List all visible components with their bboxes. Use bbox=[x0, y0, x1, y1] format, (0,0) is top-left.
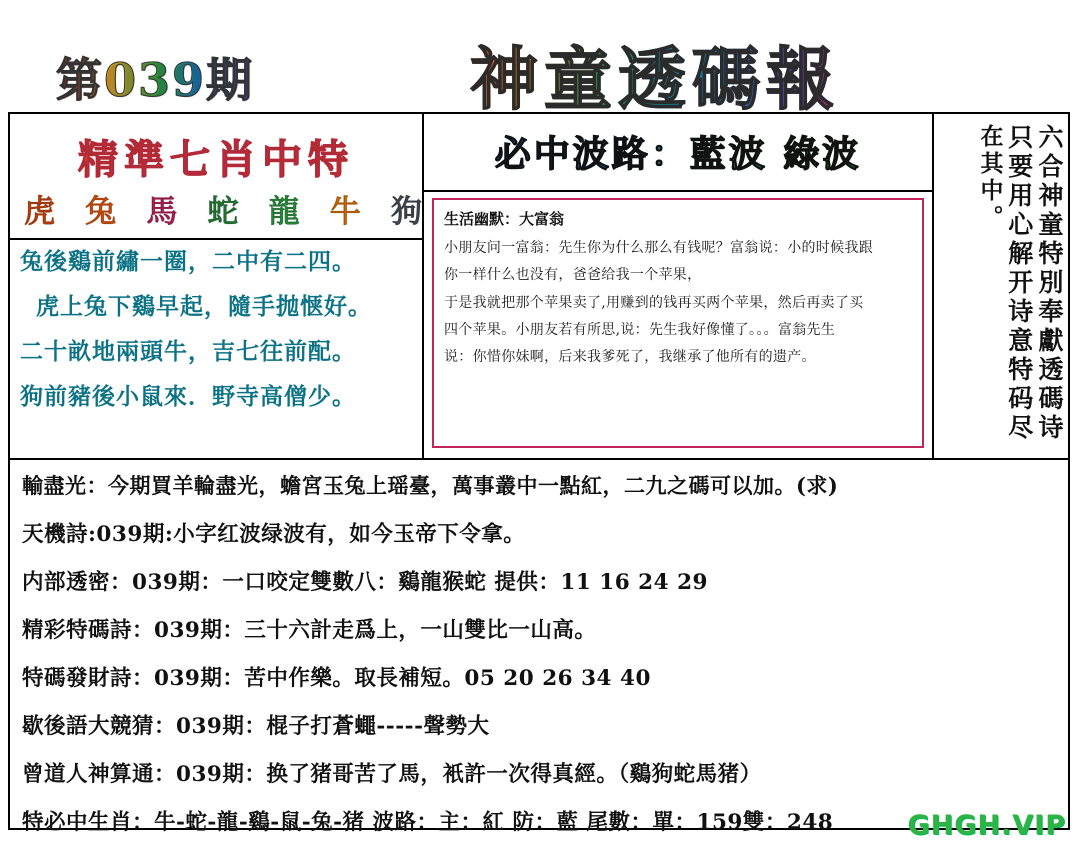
top-band bbox=[10, 114, 1068, 458]
issue-number: 第039期 bbox=[56, 44, 254, 110]
zodiac-item: 兔 bbox=[85, 194, 117, 230]
vertical-slogan-columns bbox=[934, 122, 1068, 452]
verse-line: 虎上兔下鷄早起，隨手抛惬好。 bbox=[36, 293, 372, 320]
joke-title: 生活幽默：大富翁 bbox=[444, 210, 565, 228]
content-frame bbox=[8, 112, 1070, 835]
slogan-column: 六合神童特別奉獻透碼诗 bbox=[1035, 124, 1064, 443]
zodiac-item: 龍 bbox=[268, 194, 300, 230]
verse-line: 二十畝地兩頭牛，吉七往前配。 bbox=[20, 338, 356, 365]
slogan-column: 在其中。 bbox=[976, 124, 1004, 232]
verse-lines bbox=[20, 250, 416, 430]
panel-wave-path bbox=[424, 114, 934, 458]
zodiac-row bbox=[24, 186, 422, 231]
verse-line: 狗前豬後小鼠來．野寺高僧少。 bbox=[20, 383, 356, 410]
divider bbox=[424, 190, 932, 192]
slogan-column: 只要用心解开诗意特码尽 bbox=[1004, 124, 1034, 443]
prediction-row: 特碼發財詩：039期：苦中作樂。取長補短。05 20 26 34 40 bbox=[22, 666, 651, 691]
zodiac-item: 馬 bbox=[146, 194, 178, 230]
prediction-row: 歇後語大競猜：039期：棍子打蒼蠅-----聲勢大 bbox=[22, 714, 490, 739]
panel-seven-zodiac bbox=[10, 114, 424, 458]
joke-line: 四个苹果。小朋友若有所思,说：先生我好像懂了。。。富翁先生 bbox=[444, 321, 836, 338]
joke-line: 说：你惜你妹啊，后来我爹死了，我继承了他所有的遗产。 bbox=[444, 349, 816, 366]
page-header bbox=[0, 18, 1080, 120]
verse-line: 兔後鷄前繡一圈，二中有二四。 bbox=[20, 248, 356, 275]
prediction-row: 天機詩:039期:小字红波绿波有，如今玉帝下令拿。 bbox=[22, 522, 526, 547]
panel-vertical-slogan bbox=[934, 114, 1068, 458]
zodiac-item: 牛 bbox=[329, 194, 361, 230]
prediction-row: 特必中生肖：牛-蛇-龍-鷄-鼠-兔-猪 波路：主：紅 防：藍 尾數：單：159雙：248 bbox=[22, 810, 834, 835]
joke-box bbox=[432, 198, 924, 448]
zodiac-item: 蛇 bbox=[207, 194, 239, 230]
prediction-list bbox=[10, 458, 1068, 835]
seven-zodiac-title: 精準七肖中特 bbox=[10, 128, 422, 185]
divider bbox=[10, 238, 422, 240]
prediction-row: 曾道人神算通：039期：换了猪哥苦了馬，衹許一次得真經。（鷄狗蛇馬猪） bbox=[22, 762, 762, 787]
zodiac-item: 狗 bbox=[390, 194, 422, 230]
wave-path-title: 必中波路：藍波 綠波 bbox=[424, 126, 932, 177]
joke-line: 你一样什么也没有，爸爸给我一个苹果， bbox=[444, 267, 702, 284]
prediction-row: 精彩特碼詩：039期：三十六計走爲上，一山雙比一山高。 bbox=[22, 618, 597, 643]
watermark: GHGH.VIP bbox=[907, 810, 1066, 841]
zodiac-item: 虎 bbox=[24, 194, 55, 230]
prediction-row: 輸盡光：今期買羊輪盡光，蟾宮玉兔上瑶臺，萬事叢中一點紅，二九之碼可以加。(求) bbox=[22, 473, 839, 498]
prediction-row: 内部透密：039期：一口咬定雙數八：鷄龍猴蛇 提供：11 16 24 29 bbox=[22, 570, 708, 595]
masthead-title: 神童透碼報 bbox=[470, 26, 840, 123]
joke-line: 于是我就把那个苹果卖了,用赚到的钱再买两个苹果，然后再卖了买 bbox=[444, 294, 864, 311]
joke-line: 小朋友问一富翁：先生你为什么那么有钱呢？富翁说：小的时候我跟 bbox=[444, 240, 873, 256]
